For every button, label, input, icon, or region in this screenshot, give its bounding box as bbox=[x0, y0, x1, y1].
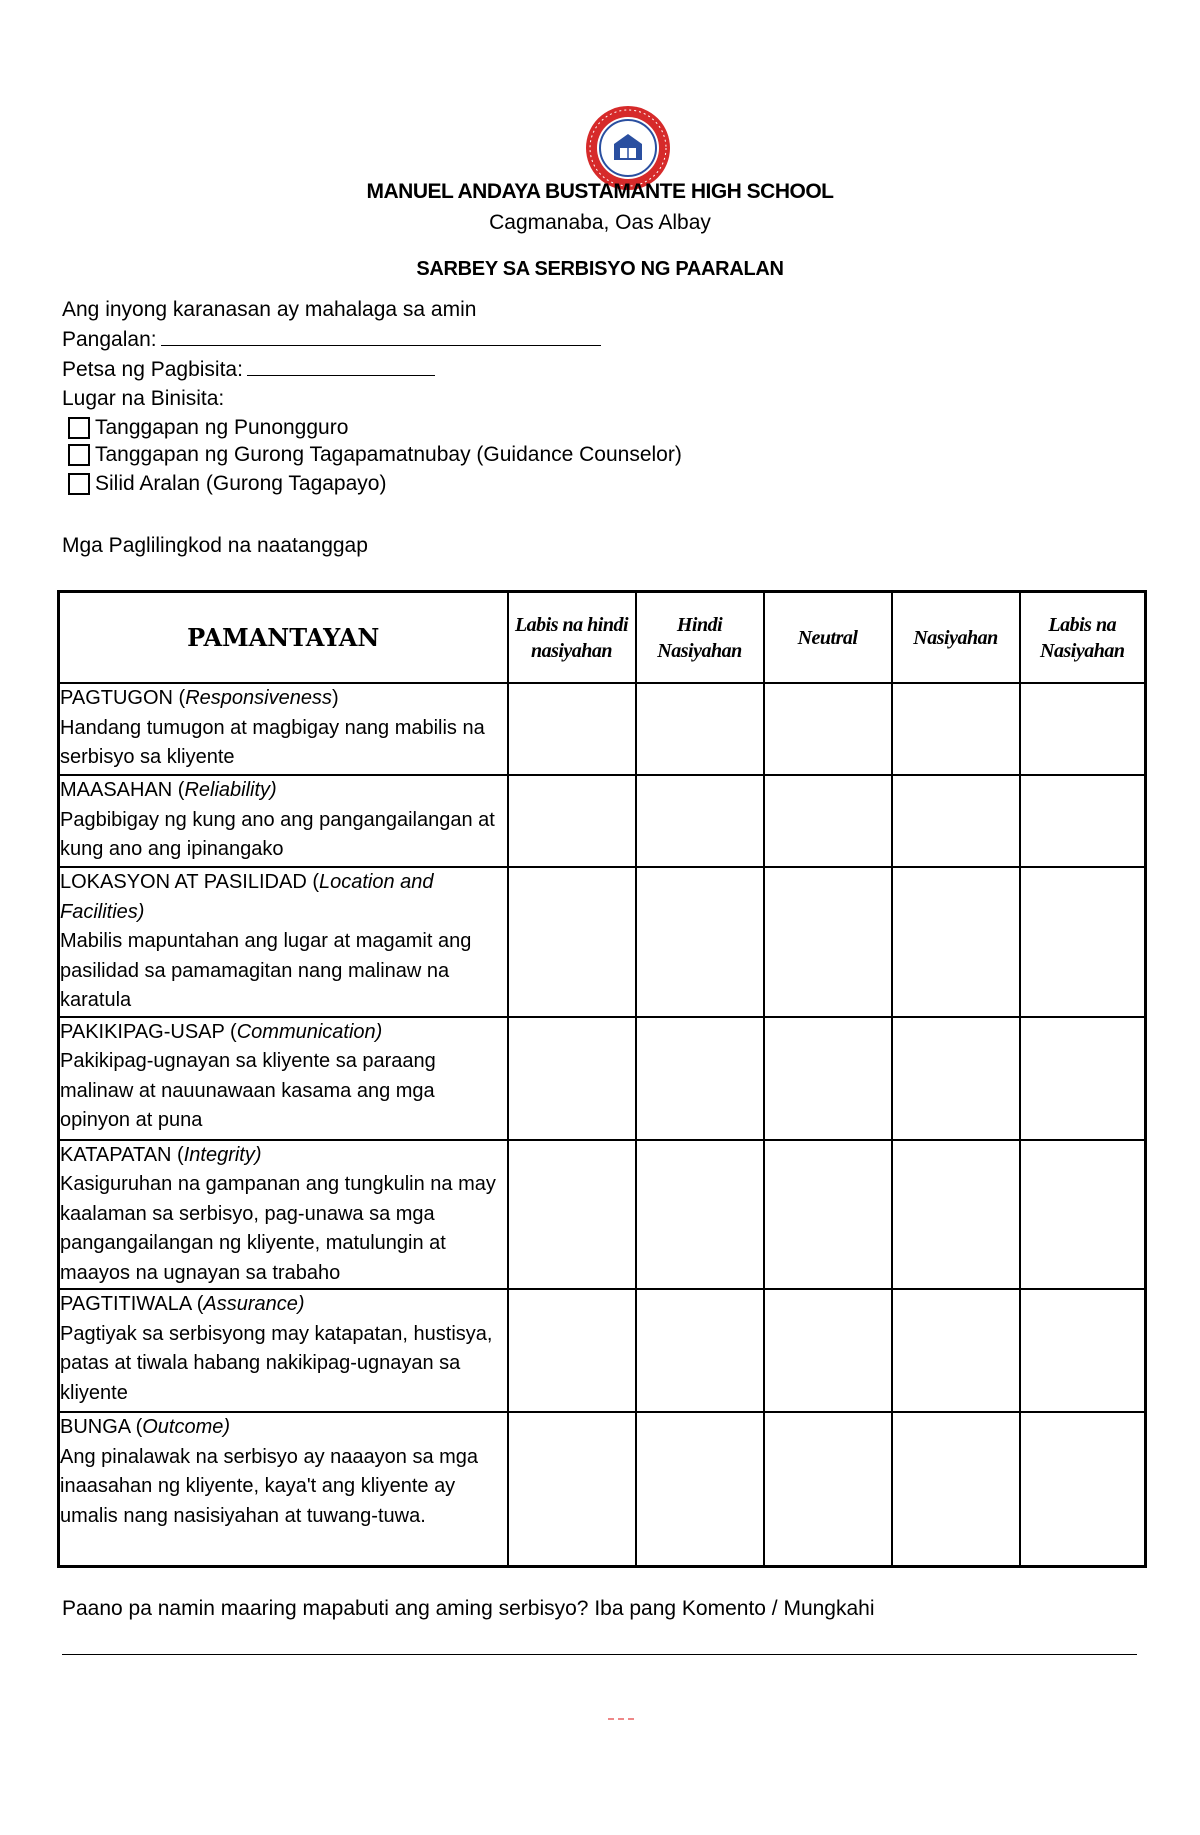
survey-table bbox=[57, 590, 1147, 1568]
criteria-header: PAMANTAYAN bbox=[59, 592, 508, 684]
rating-cell[interactable] bbox=[764, 1140, 892, 1290]
criteria-cell bbox=[59, 683, 508, 775]
rating-cell[interactable] bbox=[508, 1140, 636, 1290]
rating-cell[interactable] bbox=[764, 1412, 892, 1566]
table-row bbox=[59, 1289, 1146, 1412]
rating-cell[interactable] bbox=[764, 775, 892, 867]
criteria-description: Pakikipag-ugnayan sa kliyente sa paraang malinaw at nauunawaan kasama ang mga opinyon at puna bbox=[60, 1050, 436, 1131]
name-row bbox=[62, 327, 601, 352]
criteria-title: KATAPATAN (Integrity) bbox=[60, 1143, 262, 1166]
rating-cell[interactable] bbox=[636, 1289, 764, 1412]
school-name: MANUEL ANDAYA BUSTAMANTE HIGH SCHOOL bbox=[366, 180, 834, 203]
date-row bbox=[62, 357, 435, 382]
checkbox[interactable] bbox=[68, 473, 90, 495]
criteria-description: Kasiguruhan na gampanan ang tungkulin na may kaalaman sa serbisyo, pag-unawa sa mga pangangailangan ng kliyente, matulungin at maayos na ugnayan sa trabaho bbox=[60, 1173, 496, 1284]
rating-cell[interactable] bbox=[508, 683, 636, 775]
criteria-description: Mabilis mapuntahan ang lugar at magamit ang pasilidad sa pamamagitan nang malinaw na karatula bbox=[60, 930, 472, 1011]
rating-cell[interactable] bbox=[1020, 1412, 1146, 1566]
criteria-title: PAKIKIPAG-USAP (Communication) bbox=[60, 1020, 383, 1043]
rating-cell[interactable] bbox=[1020, 775, 1146, 867]
option-label: Silid Aralan (Gurong Tagapayo) bbox=[95, 472, 387, 495]
criteria-cell bbox=[59, 1017, 508, 1140]
rating-cell[interactable] bbox=[1020, 1017, 1146, 1140]
rating-cell[interactable] bbox=[892, 683, 1020, 775]
rating-cell[interactable] bbox=[508, 1289, 636, 1412]
rating-cell[interactable] bbox=[508, 867, 636, 1017]
rating-cell[interactable] bbox=[1020, 1289, 1146, 1412]
rating-header-neutral: Neutral bbox=[764, 592, 892, 684]
criteria-description: Pagtiyak sa serbisyong may katapatan, hustisya, patas at tiwala habang nakikipag-ugnayan sa kliyente bbox=[60, 1322, 493, 1404]
rating-header-satisfied: Nasiyahan bbox=[892, 592, 1020, 684]
table-row bbox=[59, 867, 1146, 1017]
services-label: Mga Paglilingkod na naatanggap bbox=[62, 534, 368, 557]
table-row bbox=[59, 775, 1146, 867]
rating-cell[interactable] bbox=[892, 1412, 1020, 1566]
rating-header-very-dissatisfied: Labis na hindi nasiyahan bbox=[508, 592, 636, 684]
rating-cell[interactable] bbox=[764, 867, 892, 1017]
criteria-cell bbox=[59, 775, 508, 867]
criteria-description: Ang pinalawak na serbisyo ay naaayon sa mga inaasahan ng kliyente, kaya't ang kliyente ay umalis nang nasisiyahan at tuwang-tuwa. bbox=[60, 1445, 479, 1527]
rating-cell[interactable] bbox=[1020, 1140, 1146, 1290]
rating-cell[interactable] bbox=[508, 1017, 636, 1140]
criteria-cell bbox=[59, 1289, 508, 1412]
table-header-row bbox=[59, 592, 1146, 684]
checkbox[interactable] bbox=[68, 444, 90, 466]
criteria-title: LOKASYON AT PASILIDAD (Location and Facilities) bbox=[60, 871, 434, 923]
rating-header-dissatisfied: Hindi Nasiyahan bbox=[636, 592, 764, 684]
criteria-cell bbox=[59, 1140, 508, 1290]
rating-cell[interactable] bbox=[636, 683, 764, 775]
date-field[interactable] bbox=[247, 357, 435, 376]
rating-cell[interactable] bbox=[508, 1412, 636, 1566]
option-label: Tanggapan ng Gurong Tagapamatnubay (Guidance Counselor) bbox=[95, 443, 682, 466]
rating-cell[interactable] bbox=[892, 775, 1020, 867]
rating-cell[interactable] bbox=[636, 1412, 764, 1566]
rating-cell[interactable] bbox=[508, 775, 636, 867]
option-guidance[interactable] bbox=[68, 443, 682, 467]
rating-cell[interactable] bbox=[636, 1140, 764, 1290]
page-mark bbox=[608, 1718, 634, 1720]
rating-cell[interactable] bbox=[892, 1017, 1020, 1140]
criteria-title: PAGTITIWALA (Assurance) bbox=[60, 1293, 305, 1315]
rating-cell[interactable] bbox=[1020, 683, 1146, 775]
survey-title: SARBEY SA SERBISYO NG PAARALAN bbox=[416, 258, 784, 280]
rating-cell[interactable] bbox=[764, 1017, 892, 1140]
option-principal[interactable] bbox=[68, 416, 348, 440]
school-address: Cagmanaba, Oas Albay bbox=[489, 211, 711, 234]
table-row bbox=[59, 1140, 1146, 1290]
criteria-description: Handang tumugon at magbigay nang mabilis na serbisyo sa kliyente bbox=[60, 716, 485, 768]
criteria-title: PAGTUGON (Responsiveness) bbox=[60, 687, 339, 709]
table-row bbox=[59, 1017, 1146, 1140]
criteria-description: Pagbibigay ng kung ano ang pangangailangan at kung ano ang ipinangako bbox=[60, 808, 495, 860]
school-logo bbox=[584, 104, 672, 192]
date-label: Petsa ng Pagbisita: bbox=[62, 358, 243, 381]
place-label: Lugar na Binisita: bbox=[62, 387, 225, 410]
rating-cell[interactable] bbox=[764, 1289, 892, 1412]
rating-cell[interactable] bbox=[892, 1289, 1020, 1412]
checkbox[interactable] bbox=[68, 417, 90, 439]
rating-cell[interactable] bbox=[636, 1017, 764, 1140]
criteria-title: MAASAHAN (Reliability) bbox=[60, 779, 277, 801]
criteria-cell bbox=[59, 867, 508, 1017]
comment-prompt: Paano pa namin maaring mapabuti ang aming serbisyo? Iba pang Komento / Mungkahi bbox=[62, 1597, 875, 1620]
rating-cell[interactable] bbox=[636, 867, 764, 1017]
rating-cell[interactable] bbox=[636, 775, 764, 867]
rating-cell[interactable] bbox=[892, 867, 1020, 1017]
rating-header-very-satisfied: Labis na Nasiyahan bbox=[1020, 592, 1146, 684]
option-label: Tanggapan ng Punongguro bbox=[95, 416, 349, 439]
criteria-title: BUNGA (Outcome) bbox=[60, 1416, 231, 1438]
intro-text: Ang inyong karanasan ay mahalaga sa amin bbox=[62, 298, 477, 321]
name-field[interactable] bbox=[161, 327, 601, 346]
rating-cell[interactable] bbox=[764, 683, 892, 775]
option-classroom[interactable] bbox=[68, 472, 386, 496]
criteria-cell bbox=[59, 1412, 508, 1566]
table-row bbox=[59, 1412, 1146, 1566]
table-row bbox=[59, 683, 1146, 775]
comment-field[interactable] bbox=[62, 1654, 1137, 1655]
rating-cell[interactable] bbox=[1020, 867, 1146, 1017]
rating-cell[interactable] bbox=[892, 1140, 1020, 1290]
name-label: Pangalan: bbox=[62, 328, 157, 351]
